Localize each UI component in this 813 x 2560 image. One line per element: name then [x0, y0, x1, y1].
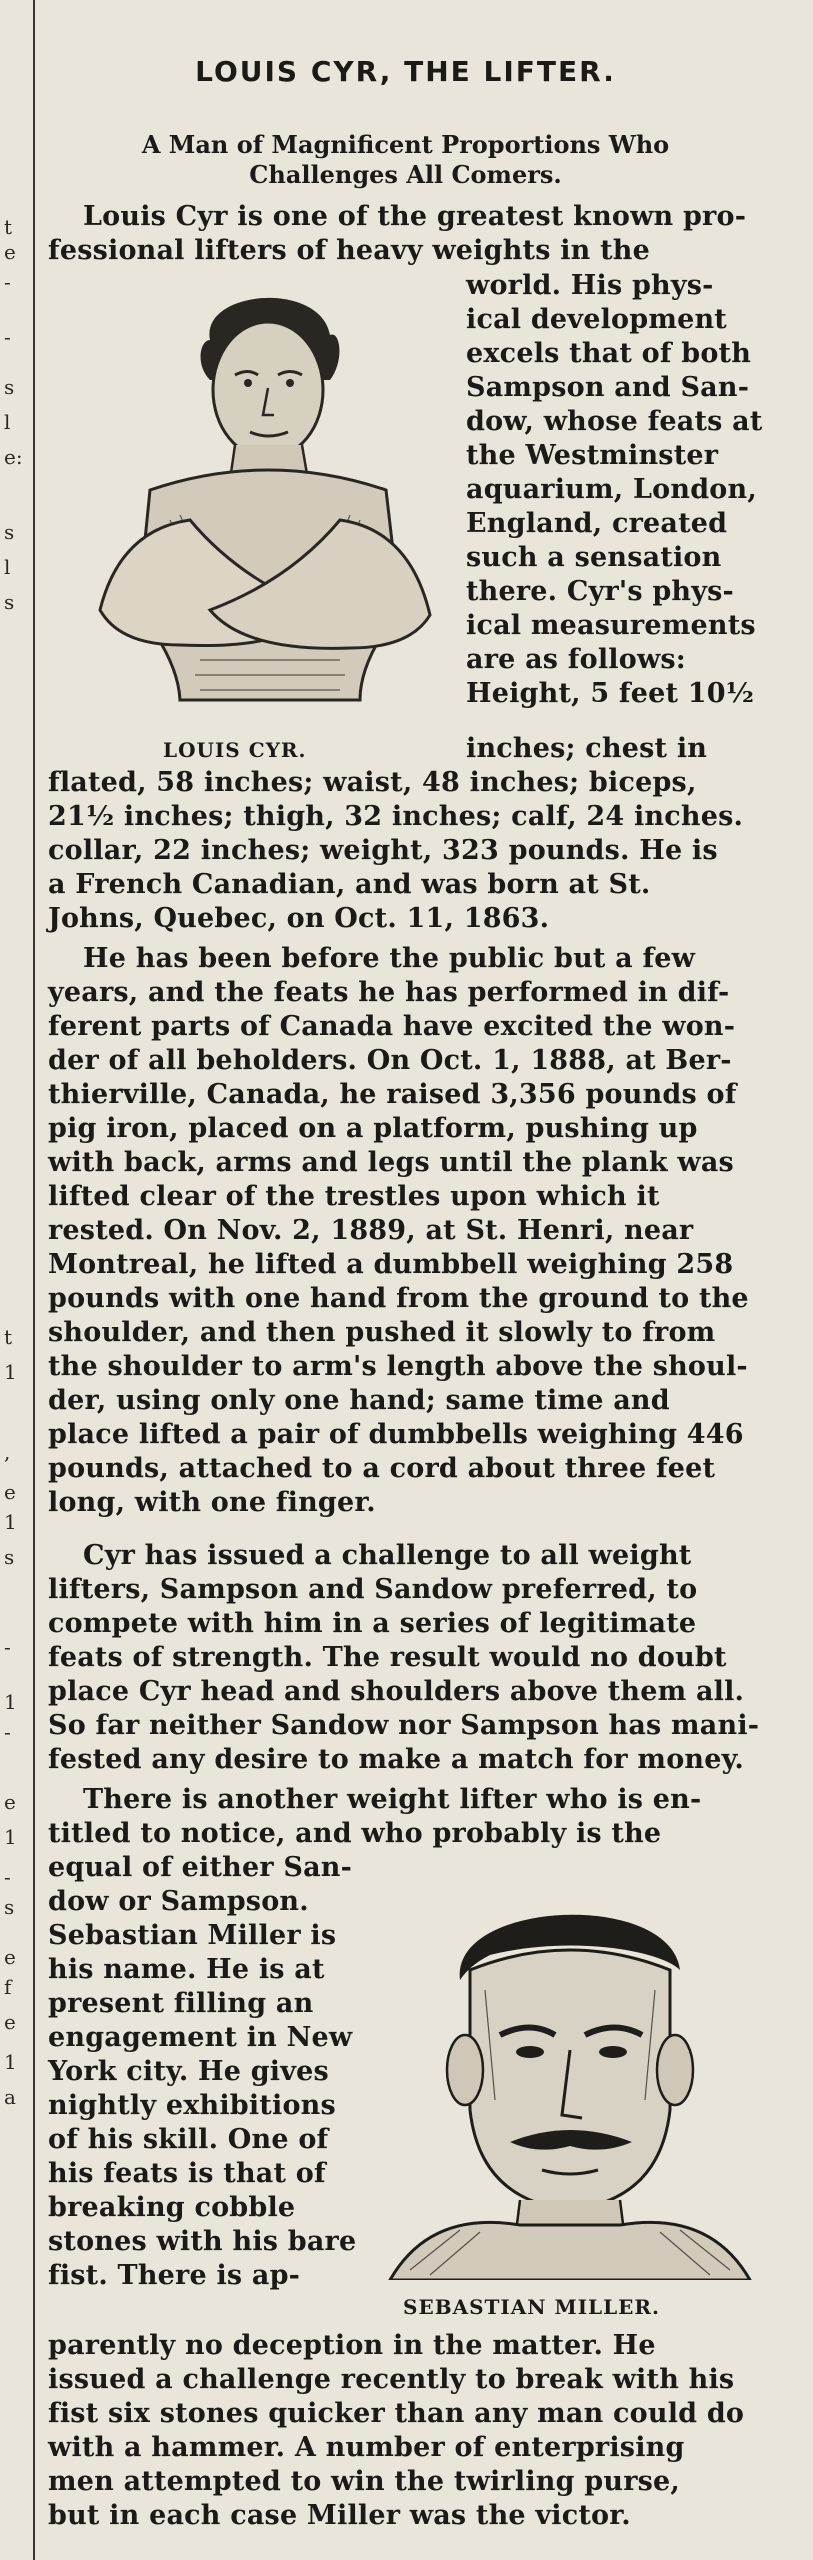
text-line: fist six stones quicker than any man could do: [48, 2398, 745, 2429]
text-line: pounds with one hand from the ground to the: [48, 1283, 749, 1314]
margin-fragment: s: [4, 1545, 15, 1569]
margin-fragment: -: [4, 1865, 11, 1889]
text-line: world. His phys-: [466, 270, 714, 301]
sebastian-miller-portrait: [370, 1880, 770, 2280]
text-line: Cyr has issued a challenge to all weight: [83, 1540, 692, 1571]
text-line: inches; chest in: [466, 733, 708, 764]
subhead-line: A Man of Magnificent Proportions Who: [141, 130, 670, 159]
margin-fragment: f: [4, 1975, 12, 1999]
margin-fragment: 1: [4, 1690, 17, 1714]
text-line: ical measurements: [466, 610, 756, 641]
text-line: Height, 5 feet 10½: [466, 678, 755, 709]
text-line: pig iron, placed on a platform, pushing up: [48, 1113, 698, 1144]
text-line: There is another weight lifter who is en-: [83, 1784, 702, 1815]
margin-fragment: s: [4, 520, 15, 544]
margin-fragment: -: [4, 270, 11, 294]
text-line: nightly exhibitions: [48, 2090, 336, 2121]
text-line: long, with one finger.: [48, 1487, 376, 1518]
text-line: place lifted a pair of dumbbells weighing 446: [48, 1419, 744, 1450]
text-line: men attempted to win the twirling purse,: [48, 2466, 680, 2497]
text-line: of his skill. One of: [48, 2124, 329, 2155]
text-line: Louis Cyr is one of the greatest known pro-: [83, 201, 747, 232]
margin-fragment: 1: [4, 2050, 17, 2074]
text-line: ical development: [466, 304, 727, 335]
margin-fragment: s: [4, 1895, 15, 1919]
text-line: York city. He gives: [48, 2056, 329, 2087]
text-line: are as follows:: [466, 644, 686, 675]
adjacent-column-fragments: [0, 0, 32, 2560]
margin-fragment: t: [4, 1325, 13, 1349]
text-line: aquarium, London,: [466, 474, 757, 505]
margin-fragment: s: [4, 375, 15, 399]
text-line: years, and the feats he has performed in dif-: [48, 977, 730, 1008]
text-line: So far neither Sandow nor Sampson has mani-: [48, 1710, 760, 1741]
text-line: collar, 22 inches; weight, 323 pounds. He is: [48, 835, 718, 866]
subhead-line: Challenges All Comers.: [249, 160, 562, 189]
column-rule: [33, 0, 35, 2560]
text-line: ferent parts of Canada have excited the won-: [48, 1011, 736, 1042]
margin-fragment: e: [4, 1790, 16, 1814]
margin-fragment: 1: [4, 1510, 17, 1534]
text-line: flated, 58 inches; waist, 48 inches; biceps,: [48, 767, 697, 798]
text-line: a French Canadian, and was born at St.: [48, 869, 651, 900]
text-line: but in each case Miller was the victor.: [48, 2500, 631, 2531]
louis-cyr-portrait: [60, 280, 460, 720]
margin-fragment: e:: [4, 445, 23, 469]
text-line: there. Cyr's phys-: [466, 576, 734, 607]
text-line: the shoulder to arm's length above the shoul-: [48, 1351, 748, 1382]
margin-fragment: l: [4, 410, 11, 434]
margin-fragment: e: [4, 1945, 16, 1969]
portrait-caption: SEBASTIAN MILLER.: [403, 2295, 660, 2319]
text-line: issued a challenge recently to break with his: [48, 2364, 735, 2395]
margin-fragment: a: [4, 2085, 16, 2109]
text-line: lifted clear of the trestles upon which it: [48, 1181, 660, 1212]
text-line: pounds, attached to a cord about three feet: [48, 1453, 716, 1484]
text-line: compete with him in a series of legitimate: [48, 1608, 697, 1639]
text-line: der, using only one hand; same time and: [48, 1385, 670, 1416]
text-line: fested any desire to make a match for money.: [48, 1744, 745, 1775]
text-line: lifters, Sampson and Sandow preferred, to: [48, 1574, 698, 1605]
text-line: 21½ inches; thigh, 32 inches; calf, 24 inches.: [48, 801, 744, 832]
text-line: parently no deception in the matter. He: [48, 2330, 656, 2361]
text-line: Sampson and San-: [466, 372, 750, 403]
margin-fragment: -: [4, 1635, 11, 1659]
text-line: equal of either San-: [48, 1852, 353, 1883]
text-line: dow or Sampson.: [48, 1886, 309, 1917]
text-line: He has been before the public but a few: [83, 943, 696, 974]
text-line: engagement in New: [48, 2022, 353, 2053]
margin-fragment: 1: [4, 1360, 17, 1384]
text-line: rested. On Nov. 2, 1889, at St. Henri, near: [48, 1215, 694, 1246]
text-line: the Westminster: [466, 440, 719, 471]
text-line: excels that of both: [466, 338, 752, 369]
text-line: with back, arms and legs until the plank was: [48, 1147, 734, 1178]
text-line: fessional lifters of heavy weights in the: [48, 235, 650, 266]
text-line: his feats is that of: [48, 2158, 326, 2189]
margin-fragment: e: [4, 1480, 16, 1504]
margin-fragment: t: [4, 215, 13, 239]
text-line: place Cyr head and shoulders above them all.: [48, 1676, 745, 1707]
margin-fragment: 1: [4, 1825, 17, 1849]
text-line: Montreal, he lifted a dumbbell weighing 258: [48, 1249, 734, 1280]
article-subhead: [48, 130, 763, 190]
portrait-caption: LOUIS CYR.: [163, 738, 307, 762]
text-line: feats of strength. The result would no doubt: [48, 1642, 727, 1673]
text-line: breaking cobble: [48, 2192, 296, 2223]
text-line: England, created: [466, 508, 728, 539]
text-line: shoulder, and then pushed it slowly to from: [48, 1317, 716, 1348]
text-line: thierville, Canada, he raised 3,356 pounds of: [48, 1079, 737, 1110]
text-line: his name. He is at: [48, 1954, 325, 1985]
text-line: with a hammer. A number of enterprising: [48, 2432, 685, 2463]
text-line: dow, whose feats at: [466, 406, 763, 437]
margin-fragment: -: [4, 1720, 11, 1744]
text-line: titled to notice, and who probably is the: [48, 1818, 662, 1849]
text-line: stones with his bare: [48, 2226, 357, 2257]
text-line: Sebastian Miller is: [48, 1920, 337, 1951]
margin-fragment: s: [4, 590, 15, 614]
margin-fragment: l: [4, 555, 11, 579]
text-line: fist. There is ap-: [48, 2260, 301, 2291]
margin-fragment: -: [4, 325, 11, 349]
article-title: LOUIS CYR, THE LIFTER.: [195, 55, 616, 88]
margin-fragment: e: [4, 240, 16, 264]
margin-fragment: e: [4, 2010, 16, 2034]
margin-fragment: ,: [4, 1440, 11, 1464]
text-line: Johns, Quebec, on Oct. 11, 1863.: [48, 903, 550, 934]
text-line: such a sensation: [466, 542, 722, 573]
text-line: der of all beholders. On Oct. 1, 1888, at Ber-: [48, 1045, 732, 1076]
text-line: present filling an: [48, 1988, 314, 2019]
